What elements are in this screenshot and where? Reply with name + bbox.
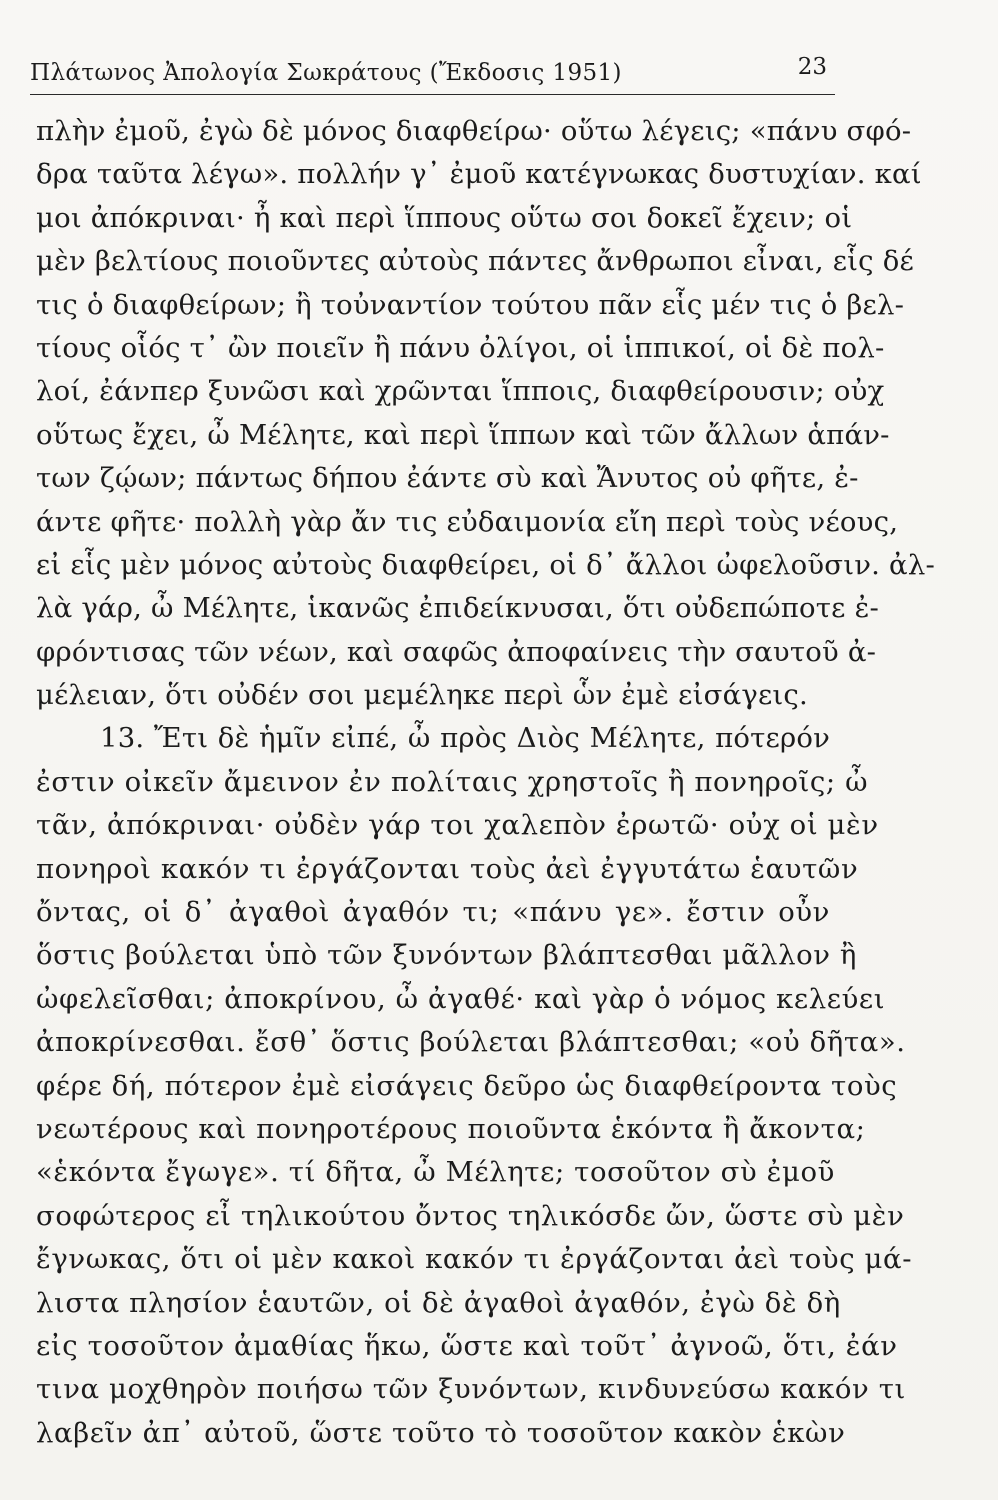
text-line: φέρε δή, πότερον ἐμὲ εἰσάγεις δεῦρο ὡς διαφθείροντα τοὺς — [36, 1069, 898, 1102]
text-line: λιστα πλησίον ἑαυτῶν, οἱ δὲ ἀγαθοὶ ἀγαθόν, ἐγὼ δὲ δὴ — [36, 1286, 841, 1319]
text-line: ἀποκρίνεσθαι. ἔσθ᾿ ὅστις βούλεται βλάπτεσθαι; «οὐ δῆτα». — [36, 1026, 906, 1059]
text-line: φρόντισας τῶν νέων, καὶ σαφῶς ἀποφαίνεις τὴν σαυτοῦ ἀ- — [36, 635, 877, 668]
text-line: των ζῴων; πάντως δήπου ἐάντε σὺ καὶ Ἄνυτος οὐ φῆτε, ἐ- — [36, 462, 859, 495]
text-line: τις ὁ διαφθείρων; ἢ τοὐναντίον τούτου πᾶν εἷς μέν τις ὁ βελ- — [36, 288, 905, 321]
text-line: λαβεῖν ἀπ᾿ αὐτοῦ, ὥστε τοῦτο τὸ τοσοῦτον κακὸν ἑκὼν — [36, 1416, 846, 1449]
text-line: πλὴν ἐμοῦ, ἐγὼ δὲ μόνος διαφθείρω· οὕτω λέγεις; «πάνυ σφό- — [36, 115, 912, 147]
text-line: μέλειαν, ὅτι οὐδέν σοι μεμέληκε περὶ ὧν ἐμὲ εἰσάγεις. — [36, 679, 808, 712]
text-line: μὲν βελτίους ποιοῦντες αὐτοὺς πάντες ἄνθρωποι εἶναι, εἷς δέ — [36, 245, 914, 278]
text-line: εἰ εἷς μὲν μόνος αὐτοὺς διαφθείρει, οἱ δ᾿ ἄλλοι ὠφελοῦσιν. ἀλ- — [36, 548, 935, 581]
text-line: άντε φῆτε· πολλὴ γὰρ ἄν τις εὐδαιμονία εἴη περὶ τοὺς νέους, — [36, 505, 899, 538]
text-line: ἔγνωκας, ὅτι οἱ μὲν κακοὶ κακόν τι ἐργάζονται ἀεὶ τοὺς μά- — [36, 1243, 913, 1276]
text-line: νεωτέρους καὶ πονηροτέρους ποιοῦντα ἑκόντα ἢ ἄκοντα; — [36, 1112, 866, 1145]
text-line: λοί, ἐάνπερ ξυνῶσι καὶ χρῶνται ἵπποις, διαφθείρουσιν; οὐχ — [36, 375, 885, 408]
section-start-line: 13. Ἔτι δὲ ἡμῖν εἰπέ, ὦ πρὸς Διὸς Μέλητε, πότερόν — [100, 722, 830, 755]
text-line: πονηροὶ κακόν τι ἐργάζονται τοὺς ἀεὶ ἐγγυτάτω ἑαυτῶν — [36, 852, 859, 885]
text-line: τινα μοχθηρὸν ποιήσω τῶν ξυνόντων, κινδυνεύσω κακόν τι — [36, 1373, 906, 1406]
text-line: ἐστιν οἰκεῖν ἄμεινον ἐν πολίταις χρηστοῖς ἢ πονηροῖς; ὦ — [36, 765, 869, 798]
text-line: σοφώτερος εἶ τηλικούτου ὄντος τηλικόσδε ὤν, ὥστε σὺ μὲν — [36, 1199, 905, 1232]
text-line: «ἑκόντα ἔγωγε». τί δῆτα, ὦ Μέλητε; τοσοῦτον σὺ ἐμοῦ — [36, 1156, 835, 1189]
text-line: λὰ γάρ, ὦ Μέλητε, ἱκανῶς ἐπιδείκνυσαι, ὅτι οὐδεπώποτε ἐ- — [36, 592, 880, 625]
text-line: μοι ἀπόκριναι· ἦ καὶ περὶ ἵππους οὕτω σοι δοκεῖ ἔχειν; οἱ — [36, 201, 853, 234]
body-text — [36, 110, 935, 1455]
text-line: τᾶν, ἀπόκριναι· οὐδὲν γάρ τοι χαλεπὸν ἐρωτῶ· οὐχ οἱ μὲν — [36, 809, 879, 842]
text-line: δρα ταῦτα λέγω». πολλήν γ᾿ ἐμοῦ κατέγνωκας δυστυχίαν. καί — [36, 158, 922, 191]
text-line: οὕτως ἔχει, ὦ Μέλητε, καὶ περὶ ἵππων καὶ τῶν ἄλλων ἁπάν- — [36, 418, 890, 451]
text-line: ὅστις βούλεται ὑπὸ τῶν ξυνόντων βλάπτεσθαι μᾶλλον ἢ — [36, 939, 858, 972]
running-title: Πλάτωνος Ἀπολογία Σωκράτους (Ἔκδοσις 1951) — [30, 60, 622, 86]
text-line: ὄντας, οἱ δ᾿ ἀγαθοὶ ἀγαθόν τι; «πάνυ γε». ἔστιν οὖν — [36, 896, 830, 929]
page-number: 23 — [797, 54, 827, 80]
text-line: ὠφελεῖσθαι; ἀποκρίνου, ὦ ἀγαθέ· καὶ γὰρ ὁ νόμος κελεύει — [36, 982, 886, 1015]
text-line: τίους οἷός τ᾿ ὢν ποιεῖν ἢ πάνυ ὀλίγοι, οἱ ἱππικοί, οἱ δὲ πολ- — [36, 331, 885, 364]
text-line: εἰς τοσοῦτον ἀμαθίας ἥκω, ὥστε καὶ τοῦτ᾿ ἀγνοῶ, ὅτι, ἐάν — [36, 1329, 898, 1362]
running-header — [30, 54, 835, 95]
